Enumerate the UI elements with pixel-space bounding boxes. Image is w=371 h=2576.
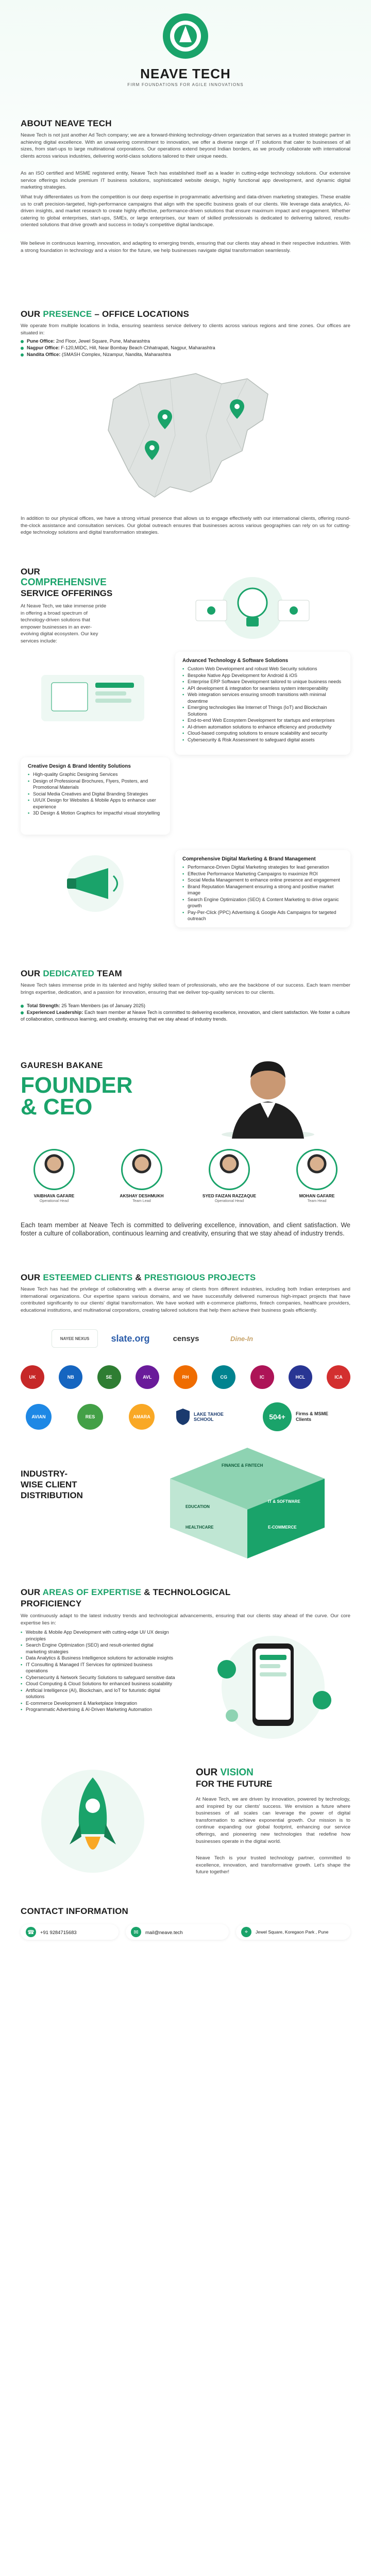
client-logo-lake-tahoe: LAKE TAHOE SCHOOL: [175, 1405, 232, 1428]
vision-paragraph-1: At Neave Tech, we are driven by innovation, powered by technology, and inspired by our clients' success. We envision a future where businesses of all scales can leverage the power of digital transformation to achieve exponential growth. Our mission is to continue expanding our global footprint, enhancing our service offerings, and pioneering new technologies that redefine how businesses operate in the digital world.: [196, 1797, 350, 1844]
client-logo: censys: [163, 1329, 209, 1348]
rocket-illustration-icon: [21, 1762, 165, 1880]
office-list: [21, 338, 350, 358]
clients-paragraph: Neave Tech has had the privilege of collaborating with a diverse array of clients from different industries, including both Indian enterprises and international organizations. Our expertise spans various domains, and we have successfully delivered numerous high-impact projects that have contributed significantly to our clients' digital transformation. We have worked with e-commerce platforms, fintech companies, healthcare providers, educational institutions, and multinational corporations, creating tailored solutions that help them achieve their business goals efficiently.: [21, 1286, 350, 1313]
industry-label: IT & SOFTWARE: [268, 1499, 300, 1504]
about-paragraph-1: Neave Tech is not just another Ad Tech company; we are a forward-thinking technology-driven organization that serves as a trusted strategic partner in achieving digital excellence. With an unwavering commitment to innovation, we offer a diverse range of IT solutions that cater to businesses of all sizes, from start-ups to large multinational corporations. Our operations extend beyond Indian borders, as we proudly collaborate with international clients across various industries, delivering world-class solutions tailored to their unique needs.: [21, 132, 350, 159]
expertise-heading: OUR AREAS OF EXPERTISE & TECHNOLOGICAL PROFICIENCY: [21, 1587, 231, 1608]
phone-illustration-icon: [196, 1628, 350, 1747]
design-illustration-icon: [31, 670, 160, 726]
client-logo: UK: [21, 1365, 44, 1389]
industry-label: EDUCATION: [185, 1504, 210, 1509]
about-heading: ABOUT NEAVE TECH: [21, 118, 112, 128]
contact-bar: [21, 1924, 350, 1942]
about-paragraph-2: As an ISO certified and MSME registered entity, Neave Tech has established itself as a leader in cutting-edge technology solutions. Our extensive service offerings include premium IT business solutions, sophisticated website design, highly functional app development, and dynamic digital marketing strategies.: [21, 171, 350, 191]
client-logos-row-1: [52, 1329, 340, 1350]
service-illustration-left: [31, 670, 160, 726]
contact-phone[interactable]: ☎ +91 9284715683: [21, 1924, 119, 1940]
team-member-card: AKSHAY DESHMUKH Team Lead: [103, 1149, 180, 1203]
brand-logo: [160, 10, 211, 62]
contact-email[interactable]: ✉ mail@neave.tech: [126, 1924, 229, 1940]
client-logo: ICA: [327, 1365, 350, 1389]
team-member-card: SYED FAIZAN RAZZAQUE Operational Head: [191, 1149, 268, 1203]
client-logos-row-3: [21, 1401, 350, 1432]
industry-cube-icon: [155, 1443, 340, 1561]
shield-icon: [175, 1408, 191, 1426]
email-icon: ✉: [131, 1927, 141, 1937]
service-card-technology: Advanced Technology & Software Solutions • Custom Web Development and robust Web Security solutions • Bespoke Native App Development for Android & iOS • Enterprise ERP Software Development tailored to unique business needs • API development & integration for seamless system interoperability • Web integration services ensuring smooth transitions with minimal downtime • Emerging technologies like Internet of Things (IoT) and Blockchain Solutions • End-to-end Web Ecosystem Development for startups and enterprises • AI-driven automation solutions to enhance efficiency and productivity • Cloud-based computing solutions to ensure scalability and security • Cybersecurity & Risk Assessment to safeguard digital assets: [175, 652, 350, 755]
founder-photo: [216, 1046, 319, 1139]
avatar: [296, 1149, 338, 1190]
service-list: • Performance-Driven Digital Marketing strategies for lead generation • Effective Performance Marketing Campaigns to maximize ROI • Social Media Management to enhance online presence and engagement • Brand Reputation Management ensuring a strong and positive market image • Search Engine Optimization (SEO) & Content Marketing to drive organic growth • Pay-Per-Click (PPC) Advertising & Google Ads Campaigns for targeted outreach: [182, 864, 343, 922]
client-logo: AMARA: [129, 1404, 155, 1430]
phone-icon: ☎: [26, 1927, 36, 1937]
client-count: [263, 1401, 350, 1432]
avatar: [209, 1149, 250, 1190]
clients-heading: OUR ESTEEMED CLIENTS & PRESTIGIOUS PROJECTS: [21, 1273, 256, 1282]
industry-label: HEALTHCARE: [185, 1525, 214, 1530]
client-logo: Dine-In: [218, 1329, 265, 1348]
lightbulb-illustration-icon: [155, 572, 350, 649]
client-logo: CG: [212, 1365, 235, 1389]
logo-mark-icon: [160, 10, 211, 62]
service-list: • High-quality Graphic Designing Services • Design of Professional Brochures, Flyers, Posters, and Promotional Materials • Social Media Creatives and Digital Branding Strategies • UI/UX Design for Websites & Mobile Apps to enhance user experience • 3D Design & Motion Graphics for impactful visual storytelling: [28, 771, 163, 817]
team-paragraph-1: Neave Tech takes immense pride in its talented and highly skilled team of professionals, who are the backbone of our success. Each team member brings expertise, dedication, and a passion for innovation, ensuring that we deliver top-quality services to our clients.: [21, 982, 350, 995]
office-item: Nagpur Office: F-120,MIDC, Hill, Near Bombay Beach Chhatrapati, Nagpur, Maharashtra: [21, 345, 350, 351]
presence-paragraph: In addition to our physical offices, we have a strong virtual presence that allows us to engage effectively with our international clients, offering round-the-clock assistance and consultation services. Our global outreach ensures that businesses across various geographies can rely on us for cutting-edge technology solutions and digital transformation strategies.: [21, 516, 350, 536]
office-item: Pune Office: 2nd Floor, Jewel Square, Pune, Maharashtra: [21, 338, 350, 345]
team-heading: OUR DEDICATED TEAM: [21, 969, 122, 978]
service-card-marketing: Comprehensive Digital Marketing & Brand Management • Performance-Driven Digital Marketing strategies for lead generation • Effective Performance Marketing Campaigns to maximize ROI • Social Media Management to enhance online presence and engagement • Brand Reputation Management ensuring a strong and positive market image • Search Engine Optimization (SEO) & Content Marketing to drive organic growth • Pay-Per-Click (PPC) Advertising & Google Ads Campaigns for targeted outreach: [175, 850, 350, 927]
services-intro: At Neave Tech, we take immense pride in offering a broad spectrum of technology-driven solutions that empower businesses in an ever-evolving digital ecosystem. Our key services include:: [21, 603, 107, 644]
client-logo: IC: [250, 1365, 274, 1389]
client-logo: NAYEE NEXUS: [52, 1329, 98, 1348]
expertise-intro: We continuously adapt to the latest industry trends and technological advancements, ensuring that our clients stay ahead of the curve. Our core expertise lies in:: [21, 1613, 350, 1626]
avatar: [121, 1149, 162, 1190]
client-logo: RH: [174, 1365, 197, 1389]
presence-intro: We operate from multiple locations in India, ensuring seamless service delivery to clients across various regions and time zones. Our offices are situated in:: [21, 323, 350, 336]
brand-tagline: FIRM FOUNDATIONS FOR AGILE INNOVATIONS: [127, 82, 244, 87]
client-logo: AVIAN: [26, 1404, 52, 1430]
client-logo: NB: [59, 1365, 82, 1389]
service-list: • Custom Web Development and robust Web Security solutions • Bespoke Native App Development for Android & iOS • Enterprise ERP Software Development tailored to unique business needs • API development & integration for seamless system interoperability • Web integration services ensuring smooth transitions with minimal downtime • Emerging technologies like Internet of Things (IoT) and Blockchain Solutions • End-to-end Web Ecosystem Development for startups and enterprises • AI-driven automation solutions to enhance efficiency and productivity • Cloud-based computing solutions to ensure scalability and security • Cybersecurity & Risk Assessment to safeguard digital assets: [182, 666, 343, 743]
marketing-illustration: [31, 850, 160, 917]
industry-label: FINANCE & FINTECH: [222, 1463, 263, 1468]
office-item: Nandita Office: (SMASH Complex, Nizampur, Nandita, Maharashtra: [21, 351, 350, 358]
team-members: [10, 1149, 361, 1211]
client-logos-row-2: [21, 1365, 350, 1391]
services-illustration: [155, 572, 350, 649]
founder-name: GAURESH BAKANE: [21, 1061, 103, 1070]
client-logo: slate.org: [107, 1329, 154, 1348]
services-heading: OUR COMPREHENSIVE SERVICE OFFERINGS: [21, 567, 113, 598]
expertise-illustration: [196, 1628, 350, 1747]
client-logo: HCL: [289, 1365, 312, 1389]
team-stat: Total Strength: 25 Team Members (as of January 2025): [21, 1003, 350, 1009]
vision-heading: OUR VISION FOR THE FUTURE: [196, 1767, 273, 1789]
maharashtra-map: [93, 363, 278, 513]
client-count-badge: 504+: [263, 1402, 292, 1431]
client-logo: RES: [77, 1404, 103, 1430]
founder-title: FOUNDER & CEO: [21, 1073, 133, 1120]
client-logo: AVL: [136, 1365, 159, 1389]
founder-portrait-icon: [216, 1046, 319, 1139]
vision-illustration: [21, 1762, 165, 1880]
location-icon: ⌖: [241, 1927, 251, 1937]
contact-heading: CONTACT INFORMATION: [21, 1906, 129, 1916]
avatar: [33, 1149, 75, 1190]
team-stat: Experienced Leadership: Each team member at Neave Tech is committed to delivering excellence, innovation, and client satisfaction. We foster a culture of collaboration, continuous learning, and creativity, ensuring that we stay ahead of industry trends.: [21, 1010, 350, 1022]
presence-heading: OUR PRESENCE – OFFICE LOCATIONS: [21, 309, 190, 319]
team-member-card: MOHAN GAFARE Team Head: [278, 1149, 356, 1203]
megaphone-illustration-icon: [31, 850, 160, 917]
industry-label: E-COMMERCE: [268, 1525, 297, 1530]
about-paragraph-3: What truly differentiates us from the competition is our deep expertise in programmatic advertising and data-driven marketing strategies. These enable us to craft precision-targeted, high-performance campaigns that align with the specific business goals of our clients. We leverage data analytics, AI-driven insights, and market research to create highly effective, performance-driven solutions that ensure maximum impact and engagement. Whether catering to global enterprises, start-ups, SMEs, or large enterprises, our team of skilled professionals is dedicated to delivering tailored, results-oriented solutions that drive growth and success in today's competitive digital landscape.: [21, 194, 350, 228]
service-card-design: Creative Design & Brand Identity Solutions • High-quality Graphic Designing Services • Design of Professional Brochures, Flyers, Posters, and Promotional Materials • Social Media Creatives and Digital Branding Strategies • UI/UX Design for Websites & Mobile Apps to enhance user experience • 3D Design & Motion Graphics for impactful visual storytelling: [21, 757, 170, 835]
client-count-label: Firms & MSME Clients: [296, 1411, 329, 1422]
team-stats: [21, 1003, 350, 1023]
brand-name: NEAVE TECH: [140, 66, 231, 81]
industry-distribution-graphic: [155, 1443, 340, 1561]
about-paragraph-4: We believe in continuous learning, innovation, and adapting to emerging trends, ensuring that our clients stay ahead in their respective industries. With a strong foundation in technology and a vision for the future, we help businesses navigate digital transformation seamlessly.: [21, 241, 350, 253]
client-logo: SE: [97, 1365, 121, 1389]
team-member-card: VAIBHAVA GAFARE Operational Head: [15, 1149, 93, 1203]
industry-heading: INDUSTRY- WISE CLIENT DISTRIBUTION: [21, 1469, 83, 1500]
map-icon: [93, 363, 278, 513]
contact-address[interactable]: ⌖ Jewel Square, Koregaon Park , Pune: [236, 1924, 350, 1940]
expertise-list: • Website & Mobile App Development with cutting-edge UI/ UX design principles • Search Engine Optimization (SEO) and result-oriented digital marketing strategies • Data Analytics & Business Intelligence solutions for actionable insights • IT Consulting & Managed IT Services for optimized business operations • Cybersecurity & Network Security Solutions to safeguard sensitive data • Cloud Computing & Cloud Solutions for enhanced business scalability • Artificial Intelligence (AI), Blockchain, and IoT for futuristic digital solutions • E-commerce Development & Marketplace Integration • Programmatic Advertising & AI-Driven Marketing Automation: [21, 1629, 175, 1713]
vision-paragraph-2: Neave Tech is your trusted technology partner, committed to excellence, innovation, and transformative growth. Let's shape the future together!: [196, 1855, 350, 1875]
team-paragraph-2: Each team member at Neave Tech is committed to delivering excellence, innovation, and client satisfaction. We foster a culture of collaboration, continuous learning and creativity, ensuring that we stay ahead of industry trends.: [21, 1222, 350, 1237]
